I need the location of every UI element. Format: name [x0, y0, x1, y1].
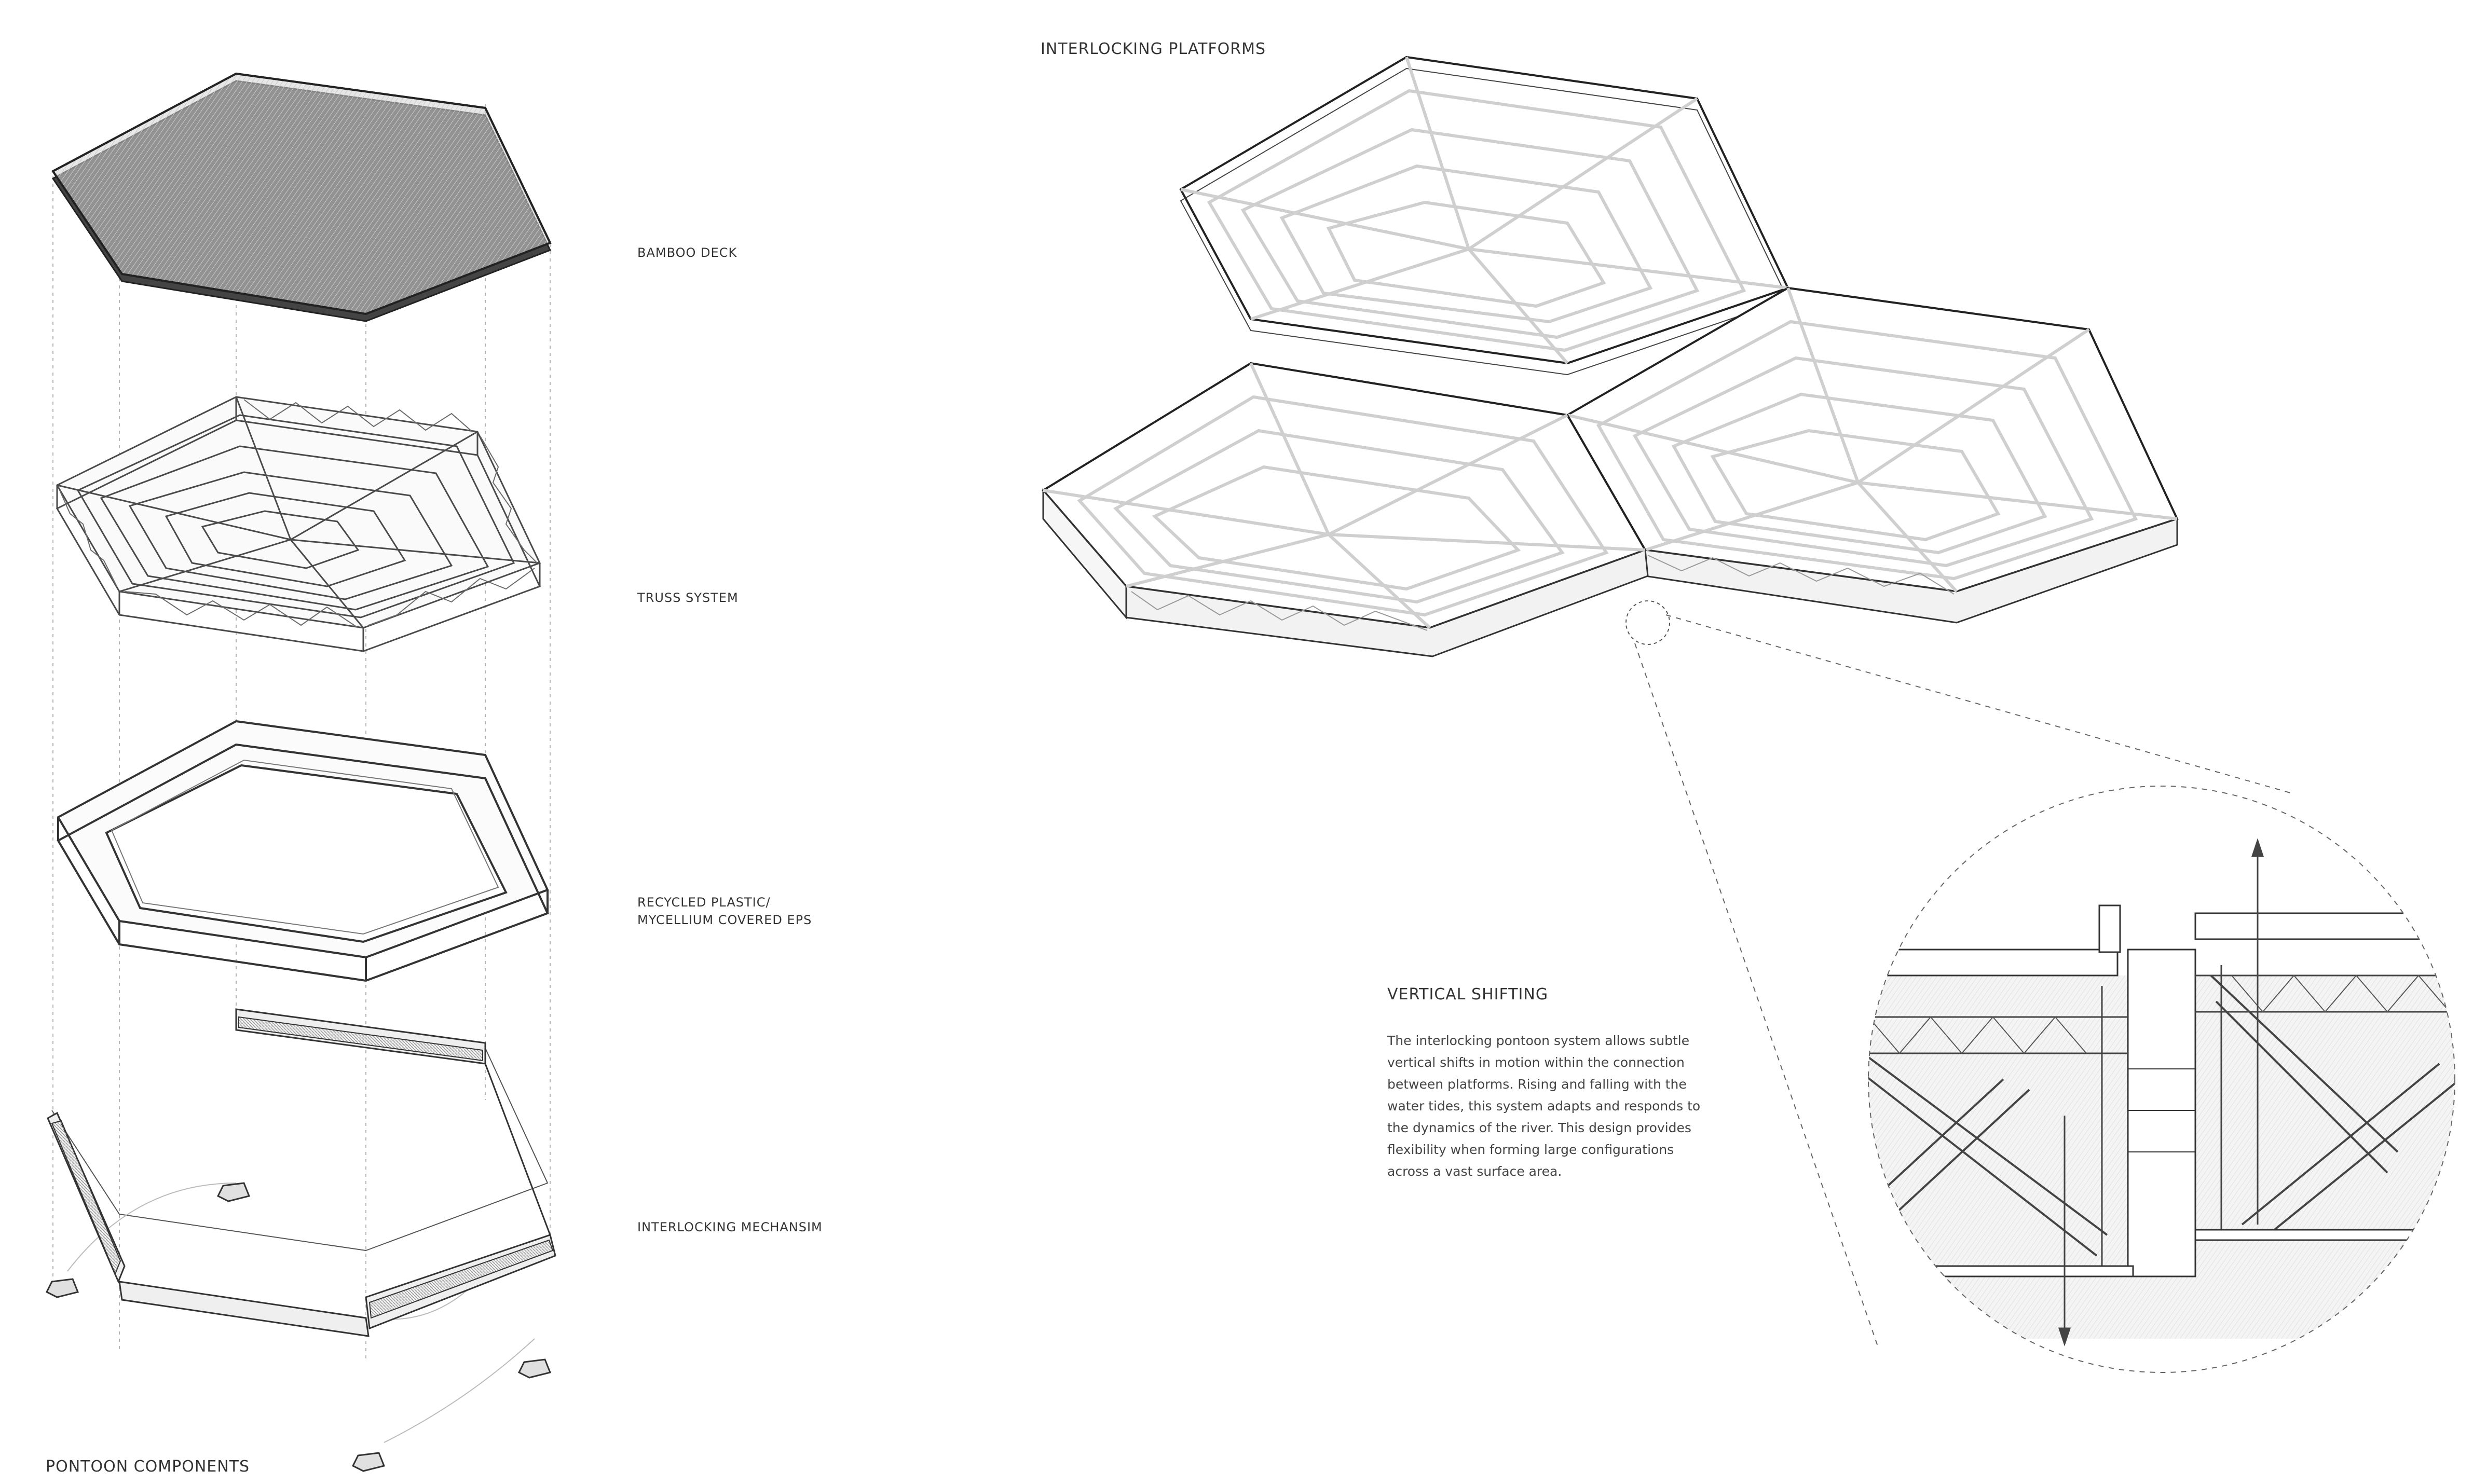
paragraph-line: flexibility when forming large configurations	[1387, 1142, 1674, 1157]
vertical-shifting-title: VERTICAL SHIFTING	[1387, 985, 1549, 1004]
interlocking-platforms-title: INTERLOCKING PLATFORMS	[1041, 40, 1266, 58]
label-interlocking-mechanism: INTERLOCKING MECHANSIM	[637, 1220, 823, 1234]
paragraph-line: The interlocking pontoon system allows subtle	[1387, 1033, 1690, 1048]
label-truss-system: TRUSS SYSTEM	[637, 590, 739, 605]
eps-frame-drawing	[58, 721, 548, 981]
paragraph-line: water tides, this system adapts and responds to	[1387, 1098, 1701, 1114]
truss-system-drawing	[57, 397, 540, 651]
label-bamboo-deck: BAMBOO DECK	[637, 245, 737, 260]
pontoon-components-title: PONTOON COMPONENTS	[46, 1458, 250, 1476]
paragraph-line: across a vast surface area.	[1387, 1164, 1562, 1179]
paragraph-line: the dynamics of the river. This design provides	[1387, 1120, 1691, 1135]
vertical-shifting-detail	[1863, 786, 2465, 1372]
paragraph-line: vertical shifts in motion within the connection	[1387, 1055, 1685, 1070]
paragraph-line: between platforms. Rising and falling with the	[1387, 1077, 1687, 1092]
interlocking-mechanism-drawing	[47, 1009, 555, 1471]
label-eps-line1: RECYCLED PLASTIC/	[637, 895, 771, 910]
joint-callout-circle	[1626, 601, 1670, 644]
label-eps-line2: MYCELLIUM COVERED EPS	[637, 913, 812, 927]
platform-hexagon-right	[1567, 288, 2177, 623]
bamboo-deck-drawing	[53, 74, 550, 321]
platform-hexagon-top	[1181, 57, 1788, 375]
vertical-shifting-paragraph	[1387, 1030, 1700, 1183]
